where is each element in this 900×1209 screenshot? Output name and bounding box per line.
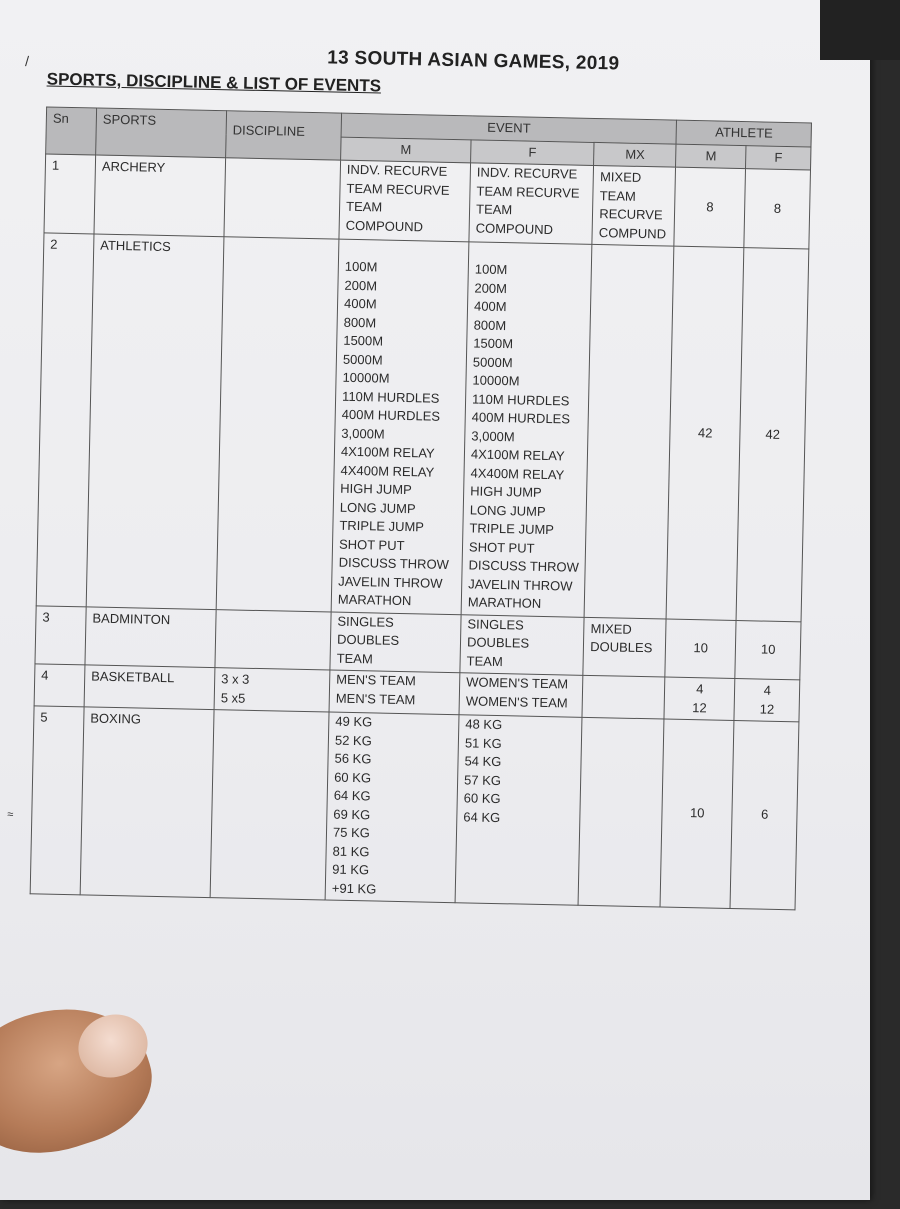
cell-event-f-line: 54 KG	[464, 753, 502, 770]
cell-event-m-line: MEN'S TEAM	[335, 690, 416, 707]
cell-event-mx	[582, 675, 665, 719]
cell-athlete-f	[744, 169, 811, 249]
cell-sport: BOXING	[80, 707, 214, 898]
cell-sport: BADMINTON	[85, 606, 216, 667]
cell-sn: 5	[30, 706, 84, 895]
cell-event-m-line: 64 KG	[333, 787, 371, 804]
table-row	[36, 233, 809, 621]
cell-event-f-line: 57 KG	[463, 771, 502, 788]
cell-event-f-line: 51 KG	[464, 734, 502, 751]
cell-event-f-line: 4X100M RELAY	[470, 446, 565, 464]
cell-event-m-line: 52 KG	[334, 732, 372, 748]
cell-event-m-line: SINGLES	[337, 613, 394, 630]
cell-sn: 3	[35, 605, 86, 665]
cell-event-m-line: DISCUSS THROW	[338, 554, 450, 572]
table-row	[30, 706, 799, 910]
cell-event-m-line: 5000M	[342, 351, 383, 368]
cell-event-f-line: DISCUSS THROW	[468, 557, 580, 575]
cell-event-f-line: 10000M	[472, 372, 520, 389]
cell-discipline	[215, 609, 331, 670]
cell-event-f-line: INDV. RECURVE	[476, 164, 578, 182]
cell-event-m-line: 400M	[343, 295, 377, 312]
cell-athlete-f-line: 8	[773, 200, 782, 216]
cell-discipline	[210, 710, 329, 900]
cell-event-m-line: 56 KG	[334, 750, 372, 767]
cell-athlete-m	[666, 246, 744, 620]
cell-event-f	[461, 242, 592, 617]
cell-event-m-line: 110M HURDLES	[342, 388, 440, 406]
cell-event-m-line: 3,000M	[341, 425, 385, 442]
cell-event-m-line: 75 KG	[332, 824, 371, 841]
cell-event-f-line: 110M HURDLES	[471, 390, 570, 408]
cell-event-f-line: TEAM	[466, 652, 503, 669]
cell-discipline	[214, 668, 330, 712]
cell-event-f-line: LONG JUMP	[469, 501, 546, 519]
cell-event-m	[329, 670, 460, 715]
cell-event-f-line: WOMEN'S TEAM	[466, 674, 569, 692]
cell-athlete-f	[736, 248, 809, 622]
cell-discipline	[216, 237, 339, 612]
cell-event-m-line: SHOT PUT	[338, 536, 405, 553]
cell-event-f-line: 60 KG	[463, 790, 501, 807]
cell-event-mx-line: TEAM	[599, 187, 636, 204]
header-event: EVENT	[341, 113, 677, 144]
cell-event-m-line: MEN'S TEAM	[336, 671, 416, 689]
cell-event-m-line: 4X100M RELAY	[340, 443, 435, 461]
cell-athlete-f-line: 12	[759, 701, 775, 717]
cell-event-f-line: 4X400M RELAY	[470, 464, 565, 482]
cell-event-f-line: 400M	[473, 298, 507, 315]
cell-event-m-line: 400M HURDLES	[341, 406, 441, 424]
cell-athlete-m	[674, 167, 746, 247]
cell-event-m-line: +91 KG	[331, 880, 377, 897]
cell-event-mx-line: COMPUND	[598, 224, 667, 241]
cell-event-f-line: TEAM	[475, 201, 513, 218]
cell-event-f	[469, 163, 594, 245]
cell-event-f-line: HIGH JUMP	[470, 483, 542, 500]
cell-event-m-line: 81 KG	[332, 843, 370, 859]
cell-sport: ATHLETICS	[86, 234, 224, 609]
cell-athlete-m-line: 12	[692, 699, 707, 715]
cell-athlete-m-line: 10	[693, 640, 709, 656]
cell-event-f-line: 64 KG	[463, 808, 501, 825]
cell-event-f-line: SHOT PUT	[468, 538, 535, 556]
cell-sn: 1	[44, 154, 96, 234]
table-body	[30, 154, 811, 910]
cell-event-mx	[578, 717, 664, 907]
cell-event-m-line: 200M	[344, 277, 378, 293]
cell-event-m-line: 1500M	[343, 332, 384, 349]
cell-event-mx-line: RECURVE	[599, 206, 663, 223]
cell-discipline-line: 5 x5	[220, 689, 246, 706]
cell-athlete-f-line: 10	[760, 641, 776, 657]
cell-athlete-f-line: 6	[760, 806, 769, 822]
document-title: 13 SOUTH ASIAN GAMES, 2019	[327, 47, 620, 75]
cell-event-mx	[592, 165, 676, 246]
cell-event-f-line: 3,000M	[471, 427, 515, 444]
cell-athlete-m-line: 8	[706, 199, 714, 215]
cell-sn: 4	[34, 664, 85, 707]
cell-event-f-line: 5000M	[472, 353, 513, 370]
cell-sn: 2	[36, 233, 94, 606]
cell-athlete-f-line: 4	[763, 682, 772, 698]
cell-event-f-line: TEAM RECURVE	[476, 182, 580, 201]
cell-event-m-line: TRIPLE JUMP	[339, 517, 425, 535]
cell-event-m-line: INDV. RECURVE	[346, 161, 448, 179]
cell-event-m-line: MARATHON	[337, 591, 412, 609]
events-table	[30, 106, 813, 910]
cell-event-f-line: 1500M	[473, 335, 514, 352]
cell-event-mx	[583, 617, 666, 677]
cell-event-f-line: JAVELIN THROW	[468, 575, 573, 594]
cell-event-m-line: TEAM	[336, 650, 373, 666]
cell-event-f-line: MARATHON	[467, 594, 542, 611]
cell-event-m	[339, 160, 471, 242]
cell-discipline	[224, 158, 341, 239]
cell-event-m	[330, 612, 461, 673]
cell-event-m-line: 4X400M RELAY	[340, 462, 435, 480]
cell-event-m-line: 100M	[344, 258, 378, 275]
cell-event-m-line: 60 KG	[334, 769, 372, 785]
cell-athlete-m	[665, 619, 736, 679]
cell-event-f-line: DOUBLES	[466, 634, 530, 651]
cell-athlete-m	[664, 677, 735, 720]
cell-athlete-m	[660, 719, 734, 908]
cell-event-mx-line: DOUBLES	[590, 638, 653, 656]
header-event-mx: MX	[594, 142, 676, 167]
cell-athlete-m-line: 10	[689, 805, 705, 821]
cell-athlete-m-line: 4	[696, 681, 704, 697]
header-event-f: F	[471, 139, 595, 165]
header-discipline: DISCIPLINE	[226, 111, 342, 160]
cell-event-m-line: DOUBLES	[336, 631, 400, 648]
cell-event-f-line: 48 KG	[465, 716, 503, 733]
cell-sport: ARCHERY	[94, 155, 226, 237]
cell-event-f-line: WOMEN'S TEAM	[465, 692, 568, 711]
cell-event-m-line: COMPOUND	[345, 217, 424, 234]
cell-event-f-line: 200M	[474, 279, 508, 296]
header-event-m: M	[341, 137, 471, 163]
cell-event-f-line: SINGLES	[467, 615, 524, 633]
cell-event-m	[331, 239, 469, 614]
header-sn: Sn	[46, 107, 97, 155]
cell-event-m-line: 49 KG	[335, 713, 373, 730]
cell-event-f-line: 800M	[473, 316, 507, 333]
cell-athlete-f	[734, 679, 800, 722]
cell-event-mx-line: MIXED	[590, 620, 632, 637]
header-athlete: ATHLETE	[676, 120, 811, 146]
cell-athlete-f	[735, 620, 801, 680]
cell-event-f	[455, 715, 582, 906]
cell-athlete-f-line: 42	[765, 426, 781, 442]
cell-event-f-line: COMPOUND	[475, 219, 554, 237]
header-athlete-f: F	[746, 145, 811, 170]
cell-event-mx-line: MIXED	[599, 169, 642, 185]
cell-discipline-line: 3 x 3	[221, 671, 250, 687]
cell-event-m-line: 800M	[343, 314, 377, 330]
cell-event-f	[459, 673, 583, 718]
cell-event-m-line: JAVELIN THROW	[338, 573, 443, 591]
cell-event-m-line: LONG JUMP	[339, 499, 416, 516]
cell-event-f-line: 100M	[474, 261, 508, 278]
cell-event-m-line: HIGH JUMP	[340, 480, 412, 498]
cell-event-m-line: TEAM RECURVE	[346, 180, 450, 198]
cell-event-f-line: 400M HURDLES	[471, 409, 571, 427]
cell-event-mx	[584, 244, 674, 618]
cell-event-m-line: 69 KG	[333, 806, 371, 822]
cell-event-f-line: TRIPLE JUMP	[469, 520, 555, 538]
cell-athlete-f	[730, 721, 799, 910]
pen-mark: /	[24, 53, 30, 70]
cell-athlete-m-line: 42	[697, 424, 713, 440]
header-sports: SPORTS	[96, 108, 227, 158]
cell-sport: BASKETBALL	[84, 665, 215, 710]
pen-mark-2: ≈	[7, 808, 14, 821]
cell-event-m-line: 91 KG	[332, 861, 370, 878]
cell-event-m-line: TEAM	[345, 198, 383, 215]
cell-event-m-line: 10000M	[342, 369, 390, 386]
cell-event-m	[325, 712, 459, 903]
cell-event-f	[460, 614, 584, 675]
header-athlete-m: M	[676, 144, 746, 169]
document-subtitle: SPORTS, DISCIPLINE & LIST OF EVENTS	[46, 69, 382, 96]
